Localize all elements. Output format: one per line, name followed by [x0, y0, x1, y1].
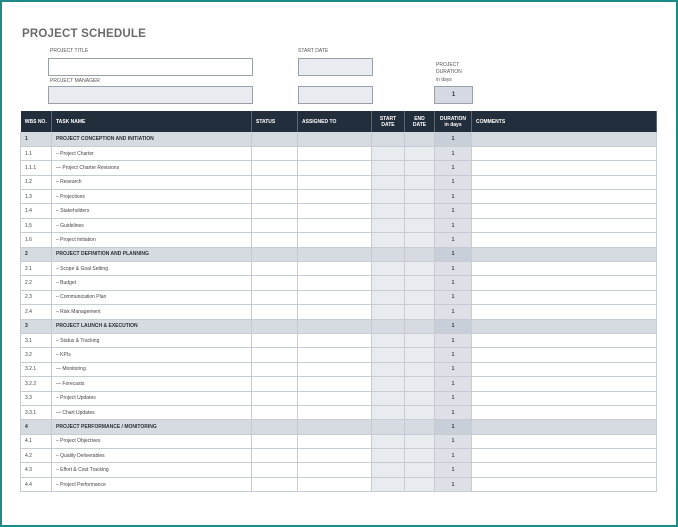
status-cell[interactable] [252, 377, 298, 391]
status-cell[interactable] [252, 262, 298, 276]
end-date-cell[interactable] [405, 434, 435, 448]
task-name-cell: – Budget [52, 276, 252, 290]
task-row [21, 434, 657, 448]
duration-cell: 1 [435, 434, 472, 448]
col-header-start: START DATE [372, 111, 405, 132]
status-cell[interactable] [252, 362, 298, 376]
start-date-cell[interactable] [372, 146, 405, 160]
wbs-cell: 3.2.2 [21, 377, 52, 391]
status-cell[interactable] [252, 463, 298, 477]
comments-cell[interactable] [472, 377, 657, 391]
task-row [21, 477, 657, 491]
start-date-cell[interactable] [372, 348, 405, 362]
status-cell[interactable] [252, 233, 298, 247]
end-date-cell[interactable] [405, 276, 435, 290]
start-date-cell[interactable] [372, 290, 405, 304]
assigned-to-cell[interactable] [298, 333, 372, 347]
project-duration-value: 1 [434, 86, 473, 104]
end-date-cell[interactable] [405, 333, 435, 347]
duration-cell: 1 [435, 333, 472, 347]
col-header-task: TASK NAME [52, 111, 252, 132]
wbs-cell: 3.3 [21, 391, 52, 405]
task-name-cell: – Status & Tracking [52, 333, 252, 347]
task-row [21, 362, 657, 376]
duration-label-line1: PROJECT [436, 62, 460, 68]
duration-cell: 1 [435, 262, 472, 276]
duration-cell: 1 [435, 233, 472, 247]
comments-cell[interactable] [472, 420, 657, 434]
start-date-label: START DATE [298, 48, 329, 54]
project-manager-label: PROJECT MANAGER [50, 78, 100, 84]
task-row [21, 377, 657, 391]
task-name-cell: – Projections [52, 190, 252, 204]
task-name-cell: – Scope & Goal Setting [52, 262, 252, 276]
duration-cell: 1 [435, 132, 472, 146]
wbs-cell: 1.1.1 [21, 161, 52, 175]
assigned-to-cell[interactable] [298, 391, 372, 405]
task-row [21, 262, 657, 276]
task-row [21, 233, 657, 247]
start-date-cell[interactable] [372, 362, 405, 376]
end-date-cell[interactable] [405, 319, 435, 333]
wbs-cell: 4.2 [21, 449, 52, 463]
table-header-row [21, 111, 657, 132]
assigned-to-cell[interactable] [298, 477, 372, 491]
project-manager-field[interactable] [48, 86, 253, 104]
task-name-cell: – Communication Plan [52, 290, 252, 304]
wbs-cell: 3.1 [21, 333, 52, 347]
col-header-status: STATUS [252, 111, 298, 132]
task-name-cell: – Project Charter [52, 146, 252, 160]
comments-cell[interactable] [472, 463, 657, 477]
comments-cell[interactable] [472, 333, 657, 347]
start-date-cell[interactable] [372, 477, 405, 491]
start-date-cell[interactable] [372, 377, 405, 391]
comments-cell[interactable] [472, 305, 657, 319]
duration-label-line2: DURATION [436, 69, 462, 75]
task-name-cell: PROJECT CONCEPTION AND INITIATION [52, 132, 252, 146]
status-cell[interactable] [252, 276, 298, 290]
duration-cell: 1 [435, 276, 472, 290]
start-date-field[interactable] [298, 58, 373, 76]
comments-cell[interactable] [472, 175, 657, 189]
wbs-cell: 3.2 [21, 348, 52, 362]
assigned-to-cell[interactable] [298, 434, 372, 448]
wbs-cell: 1.2 [21, 175, 52, 189]
comments-cell[interactable] [472, 132, 657, 146]
comments-cell[interactable] [472, 391, 657, 405]
start-date-cell[interactable] [372, 190, 405, 204]
comments-cell[interactable] [472, 190, 657, 204]
status-cell[interactable] [252, 204, 298, 218]
phase-row [21, 319, 657, 333]
comments-cell[interactable] [472, 146, 657, 160]
assigned-to-cell[interactable] [298, 247, 372, 261]
status-cell[interactable] [252, 218, 298, 232]
task-name-cell: – Project Initiation [52, 233, 252, 247]
comments-cell[interactable] [472, 247, 657, 261]
status-cell[interactable] [252, 405, 298, 419]
end-date-cell[interactable] [405, 190, 435, 204]
status-cell[interactable] [252, 132, 298, 146]
start-date-cell[interactable] [372, 218, 405, 232]
assigned-to-cell[interactable] [298, 262, 372, 276]
assigned-to-cell[interactable] [298, 362, 372, 376]
duration-cell: 1 [435, 218, 472, 232]
wbs-cell: 4 [21, 420, 52, 434]
task-row [21, 146, 657, 160]
wbs-cell: 1.5 [21, 218, 52, 232]
assigned-to-cell[interactable] [298, 175, 372, 189]
assigned-to-cell[interactable] [298, 276, 372, 290]
col-header-duration: DURATION in days [435, 111, 472, 132]
status-cell[interactable] [252, 477, 298, 491]
task-name-cell: — Forecasts [52, 377, 252, 391]
task-name-cell: – KPIs [52, 348, 252, 362]
assigned-to-cell[interactable] [298, 319, 372, 333]
start-date-cell[interactable] [372, 319, 405, 333]
assigned-to-cell[interactable] [298, 405, 372, 419]
start-date-cell[interactable] [372, 175, 405, 189]
status-cell[interactable] [252, 391, 298, 405]
wbs-cell: 1 [21, 132, 52, 146]
start-date-cell[interactable] [372, 463, 405, 477]
task-row [21, 190, 657, 204]
start-date-cell[interactable] [372, 391, 405, 405]
task-name-cell: – Quality Deliverables [52, 449, 252, 463]
status-cell[interactable] [252, 190, 298, 204]
duration-cell: 1 [435, 204, 472, 218]
status-cell[interactable] [252, 290, 298, 304]
wbs-cell: 1.6 [21, 233, 52, 247]
duration-label-line3: in days [436, 77, 452, 83]
assigned-to-cell[interactable] [298, 233, 372, 247]
col-header-assigned: ASSIGNED TO [298, 111, 372, 132]
status-cell[interactable] [252, 449, 298, 463]
status-cell[interactable] [252, 247, 298, 261]
start-date-cell[interactable] [372, 247, 405, 261]
end-date-cell[interactable] [405, 405, 435, 419]
assigned-to-cell[interactable] [298, 449, 372, 463]
end-date-cell[interactable] [405, 161, 435, 175]
phase-row [21, 420, 657, 434]
duration-cell: 1 [435, 449, 472, 463]
schedule-body [21, 132, 657, 492]
wbs-cell: 1.4 [21, 204, 52, 218]
assigned-to-cell[interactable] [298, 377, 372, 391]
task-name-cell: – Project Updates [52, 391, 252, 405]
task-row [21, 218, 657, 232]
assigned-to-cell[interactable] [298, 204, 372, 218]
duration-cell: 1 [435, 348, 472, 362]
start-date-cell[interactable] [372, 434, 405, 448]
project-title-field[interactable] [48, 58, 253, 76]
task-name-cell: — Chart Updates [52, 405, 252, 419]
task-name-cell: PROJECT LAUNCH & EXECUTION [52, 319, 252, 333]
end-date-cell[interactable] [405, 175, 435, 189]
task-name-cell: – Stakeholders [52, 204, 252, 218]
wbs-cell: 3 [21, 319, 52, 333]
assigned-to-cell[interactable] [298, 420, 372, 434]
start-date-cell[interactable] [372, 161, 405, 175]
task-name-cell: – Project Objectives [52, 434, 252, 448]
task-row [21, 405, 657, 419]
assigned-to-cell[interactable] [298, 290, 372, 304]
comments-cell[interactable] [472, 233, 657, 247]
comments-cell[interactable] [472, 218, 657, 232]
page-title: PROJECT SCHEDULE [22, 28, 146, 40]
duration-cell: 1 [435, 319, 472, 333]
end-date-cell[interactable] [405, 233, 435, 247]
assigned-to-cell[interactable] [298, 161, 372, 175]
assigned-to-cell[interactable] [298, 146, 372, 160]
start-date-cell[interactable] [372, 420, 405, 434]
status-cell[interactable] [252, 333, 298, 347]
start-date-cell[interactable] [372, 405, 405, 419]
comments-cell[interactable] [472, 362, 657, 376]
task-row [21, 305, 657, 319]
end-date-cell[interactable] [405, 146, 435, 160]
duration-cell: 1 [435, 190, 472, 204]
duration-cell: 1 [435, 463, 472, 477]
task-name-cell: – Guidelines [52, 218, 252, 232]
task-name-cell: — Monitoring [52, 362, 252, 376]
task-row [21, 204, 657, 218]
end-date-field[interactable] [298, 86, 373, 104]
comments-cell[interactable] [472, 276, 657, 290]
status-cell[interactable] [252, 146, 298, 160]
end-date-cell[interactable] [405, 420, 435, 434]
duration-cell: 1 [435, 290, 472, 304]
duration-cell: 1 [435, 161, 472, 175]
task-name-cell: PROJECT PERFORMANCE / MONITORING [52, 420, 252, 434]
end-date-cell[interactable] [405, 377, 435, 391]
task-name-cell: – Project Performance [52, 477, 252, 491]
duration-cell: 1 [435, 146, 472, 160]
wbs-cell: 4.3 [21, 463, 52, 477]
task-name-cell: – Effort & Cost Tracking [52, 463, 252, 477]
comments-cell[interactable] [472, 405, 657, 419]
assigned-to-cell[interactable] [298, 218, 372, 232]
start-date-cell[interactable] [372, 204, 405, 218]
start-date-cell[interactable] [372, 333, 405, 347]
wbs-cell: 1.1 [21, 146, 52, 160]
end-date-cell[interactable] [405, 463, 435, 477]
duration-cell: 1 [435, 305, 472, 319]
comments-cell[interactable] [472, 262, 657, 276]
wbs-cell: 3.2.1 [21, 362, 52, 376]
duration-cell: 1 [435, 175, 472, 189]
col-header-end: END DATE [405, 111, 435, 132]
task-row [21, 391, 657, 405]
status-cell[interactable] [252, 161, 298, 175]
end-date-cell[interactable] [405, 477, 435, 491]
task-name-cell: PROJECT DEFINITION AND PLANNING [52, 247, 252, 261]
comments-cell[interactable] [472, 319, 657, 333]
start-date-cell[interactable] [372, 233, 405, 247]
schedule-table [20, 111, 657, 492]
end-date-cell[interactable] [405, 262, 435, 276]
comments-cell[interactable] [472, 348, 657, 362]
task-name-cell: – Risk Management [52, 305, 252, 319]
start-date-cell[interactable] [372, 449, 405, 463]
status-cell[interactable] [252, 319, 298, 333]
end-date-cell[interactable] [405, 132, 435, 146]
assigned-to-cell[interactable] [298, 190, 372, 204]
end-date-cell[interactable] [405, 290, 435, 304]
task-name-cell: – Research [52, 175, 252, 189]
comments-cell[interactable] [472, 434, 657, 448]
duration-cell: 1 [435, 362, 472, 376]
end-date-cell[interactable] [405, 362, 435, 376]
duration-cell: 1 [435, 377, 472, 391]
duration-cell: 1 [435, 405, 472, 419]
end-date-cell[interactable] [405, 305, 435, 319]
status-cell[interactable] [252, 305, 298, 319]
col-header-wbs: WBS NO. [21, 111, 52, 132]
end-date-cell[interactable] [405, 204, 435, 218]
end-date-cell[interactable] [405, 449, 435, 463]
comments-cell[interactable] [472, 204, 657, 218]
task-row [21, 290, 657, 304]
wbs-cell: 2.1 [21, 262, 52, 276]
wbs-cell: 2.3 [21, 290, 52, 304]
comments-cell[interactable] [472, 449, 657, 463]
task-name-cell: — Project Charter Revisions [52, 161, 252, 175]
end-date-cell[interactable] [405, 247, 435, 261]
duration-cell: 1 [435, 420, 472, 434]
status-cell[interactable] [252, 348, 298, 362]
phase-row [21, 247, 657, 261]
comments-cell[interactable] [472, 477, 657, 491]
task-row [21, 449, 657, 463]
assigned-to-cell[interactable] [298, 305, 372, 319]
col-header-comments: COMMENTS [472, 111, 657, 132]
status-cell[interactable] [252, 175, 298, 189]
phase-row [21, 132, 657, 146]
start-date-cell[interactable] [372, 262, 405, 276]
wbs-cell: 2.4 [21, 305, 52, 319]
comments-cell[interactable] [472, 161, 657, 175]
task-row [21, 161, 657, 175]
comments-cell[interactable] [472, 290, 657, 304]
assigned-to-cell[interactable] [298, 348, 372, 362]
wbs-cell: 2 [21, 247, 52, 261]
start-date-cell[interactable] [372, 132, 405, 146]
task-row [21, 333, 657, 347]
assigned-to-cell[interactable] [298, 463, 372, 477]
status-cell[interactable] [252, 420, 298, 434]
assigned-to-cell[interactable] [298, 132, 372, 146]
start-date-cell[interactable] [372, 276, 405, 290]
wbs-cell: 2.2 [21, 276, 52, 290]
project-title-label: PROJECT TITLE [50, 48, 89, 54]
end-date-cell[interactable] [405, 391, 435, 405]
wbs-cell: 1.3 [21, 190, 52, 204]
wbs-cell: 4.1 [21, 434, 52, 448]
start-date-cell[interactable] [372, 305, 405, 319]
status-cell[interactable] [252, 434, 298, 448]
task-row [21, 175, 657, 189]
wbs-cell: 3.3.1 [21, 405, 52, 419]
duration-cell: 1 [435, 247, 472, 261]
end-date-cell[interactable] [405, 348, 435, 362]
duration-cell: 1 [435, 391, 472, 405]
task-row [21, 348, 657, 362]
end-date-cell[interactable] [405, 218, 435, 232]
duration-cell: 1 [435, 477, 472, 491]
wbs-cell: 4.4 [21, 477, 52, 491]
task-row [21, 463, 657, 477]
task-row [21, 276, 657, 290]
